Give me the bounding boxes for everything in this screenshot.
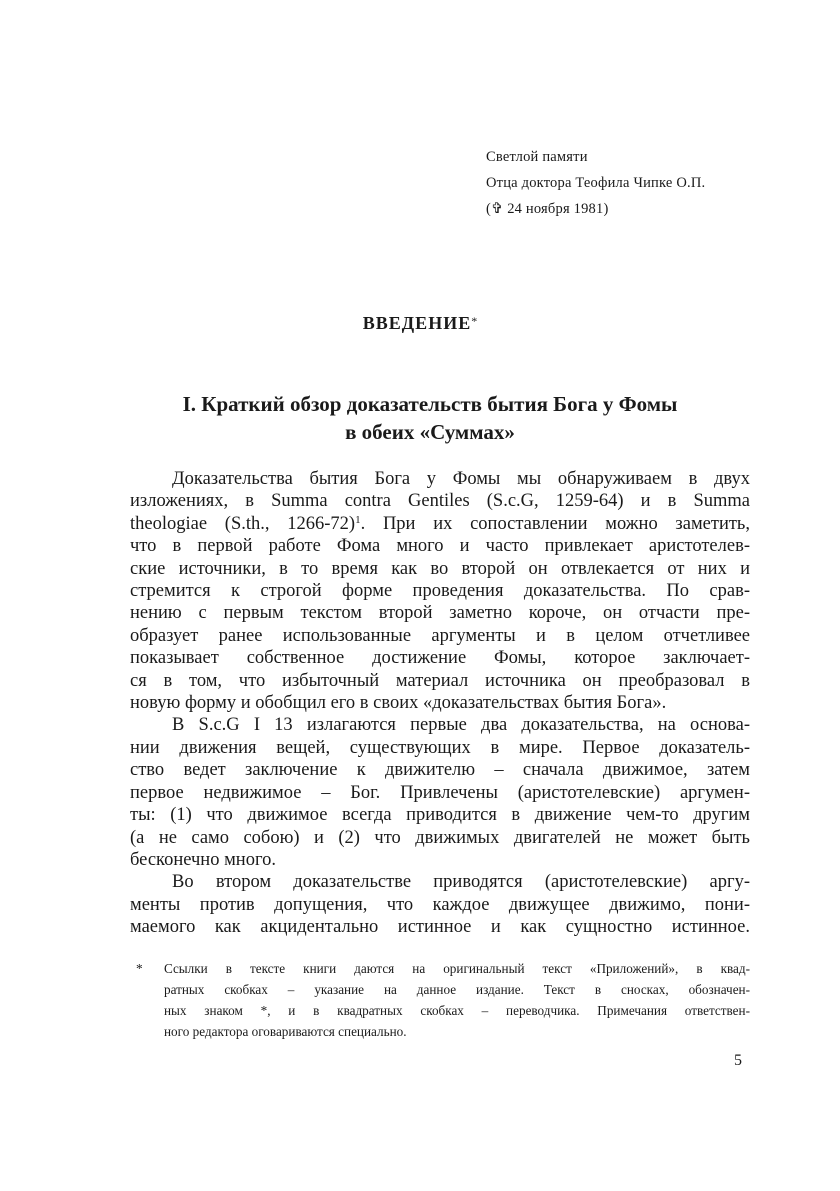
chapter-heading — [0, 313, 840, 334]
text-line: изложениях, в Summa contra Gentiles (S.c.G, 1259-64) и в Summa — [130, 491, 750, 512]
heading-footnote-mark: * — [471, 314, 478, 328]
text-line: нению с первым текстом второй заметно короче, он отчасти пре- — [130, 603, 750, 624]
text-line: ся в том, что избыточный материал источника он преобразовал в — [130, 670, 750, 691]
text-line: показывает собственное достижение Фомы, которое заключает- — [130, 648, 750, 669]
text-line: ство ведет заключение к движителю – сначала движимое, затем — [130, 760, 750, 781]
text-line: ские источники, в то время как во второй он отвлекается от них и — [130, 558, 750, 579]
text-line: бесконечно много. — [130, 849, 276, 870]
text-fragment: . При их сопоставлении можно заметить, — [360, 513, 750, 534]
footnote-mark: * — [136, 961, 143, 976]
text-line — [130, 513, 750, 535]
dedication-line: (✞ 24 ноября 1981) — [486, 201, 609, 217]
footnote-line: ного редактора оговариваются специально. — [164, 1024, 407, 1039]
page-number: 5 — [734, 1052, 742, 1069]
footnote-body — [164, 958, 750, 1042]
dedication — [486, 144, 705, 222]
text-fragment: theologiae (S.th., 1266-72) — [130, 513, 356, 534]
body-text — [130, 468, 750, 939]
dedication-line: Отца доктора Теофила Чипке О.П. — [486, 175, 706, 191]
text-line: менты против допущения, что каждое движущее движимо, пони- — [130, 894, 750, 915]
text-line: первое недвижимое – Бог. Привлечены (аристотелевские) аргумен- — [130, 782, 750, 803]
text-line: маемого как акцидентально истинное и как сущностно истинное. — [130, 917, 750, 938]
section-title-line: в обеих «Суммах» — [345, 420, 515, 444]
text-line: Во втором доказательстве приводятся (аристотелевские) аргу- — [172, 872, 750, 893]
text-line: образует ранее использованные аргументы и в целом отчетливее — [130, 625, 750, 646]
footnote-line: ных знаком *, и в квадратных скобках – переводчика. Примечания ответствен- — [164, 1003, 750, 1018]
text-line: новую форму и обобщил его в своих «доказательствах бытия Бога». — [130, 693, 667, 714]
dedication-line: Светлой памяти — [486, 149, 588, 165]
text-line: ты: (1) что движимое всегда приводится в движение чем-то другим — [130, 805, 750, 826]
footnote-line: ратных скобках – указание на данное издание. Текст в сносках, обозначен- — [164, 982, 750, 997]
text-line: нии движения вещей, существующих в мире. Первое доказатель- — [130, 737, 750, 758]
text-line: Доказательства бытия Бога у Фомы мы обнаруживаем в двух — [172, 469, 750, 489]
section-title-line: I. Краткий обзор доказательств бытия Бога у Фомы — [182, 392, 678, 416]
text-line: (а не само собою) и (2) что движимых двигателей не может быть — [130, 827, 750, 848]
text-line: стремится к строгой форме проведения доказательства. По срав- — [130, 581, 750, 602]
text-line: что в первой работе Фома много и часто привлекает аристотелев- — [130, 536, 750, 557]
section-title — [130, 390, 730, 446]
chapter-heading-text: ВВЕДЕНИЕ — [362, 313, 472, 333]
footnote — [130, 958, 750, 1042]
footnote-line: Ссылки в тексте книги даются на оригинальный текст «Приложений», в квад- — [164, 961, 750, 976]
text-line: В S.c.G I 13 излагаются первые два доказательства, на основа- — [172, 715, 750, 736]
footnote-ref: 1 — [355, 513, 361, 526]
